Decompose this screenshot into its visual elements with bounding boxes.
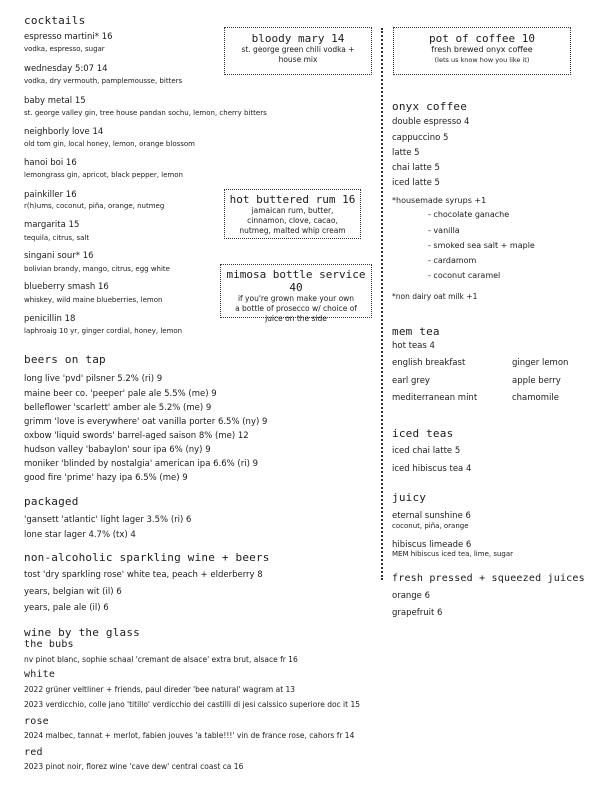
juice-desc: coconut, piña, orange — [392, 522, 469, 530]
tea-item: ginger lemon — [512, 358, 569, 368]
bloody-mary-title: bloody mary 14 — [251, 32, 345, 45]
cocktail-name: espresso martini* 16 — [24, 32, 113, 42]
cocktail-desc: laphroaig 10 yr, ginger cordial, honey, lemon — [24, 327, 183, 335]
juice-desc: MEM hibiscus iced tea, lime, sugar — [392, 550, 514, 558]
syrup-item: - coconut caramel — [428, 271, 501, 280]
coffee-item: latte 5 — [392, 148, 420, 158]
beer-item: moniker 'blinded by nostalgia' american ipa 6.6% (ri) 9 — [24, 459, 258, 469]
mem-tea-heading: mem tea — [392, 325, 440, 338]
cocktail-name: wednesday 5:07 14 — [24, 64, 108, 74]
hot-buttered-rum-line: cinnamon, clove, cacao, — [247, 216, 338, 225]
coffee-item: iced latte 5 — [392, 178, 440, 188]
juicy-heading: juicy — [392, 491, 427, 504]
cocktail-desc: vodka, dry vermouth, pamplemousse, bitters — [24, 77, 183, 85]
wine-item: 2023 verdicchio, colle jano 'titillo' verdicchio dei castilli di jesi calssico superiore doc it 15 — [24, 700, 361, 709]
mimosa-title: mimosa bottle service 40 — [226, 268, 366, 294]
iced-teas-heading: iced teas — [392, 427, 454, 440]
mimosa-line: if you're grown make your own — [237, 294, 355, 303]
pot-of-coffee-line: (lets us know how you like it) — [434, 56, 530, 64]
cocktail-name: singani sour* 16 — [24, 251, 94, 261]
mimosa-box — [220, 264, 372, 323]
fresh-pressed-heading: fresh pressed + squeezed juices — [392, 573, 585, 584]
wine-heading: wine by the glass — [24, 626, 140, 639]
beer-item: maine beer co. 'peeper' pale ale 5.5% (me) 9 — [24, 389, 217, 399]
tea-item: mediterranean mint — [392, 393, 478, 403]
cocktail-name: margarita 15 — [24, 220, 80, 230]
beers-heading: beers on tap — [24, 353, 106, 366]
column-divider — [381, 28, 383, 580]
wine-subheading-bubs: the bubs — [24, 639, 74, 650]
tea-item: earl grey — [392, 376, 430, 386]
coffee-item: chai latte 5 — [392, 163, 440, 173]
non-alcoholic-item: years, belgian wit (il) 6 — [24, 587, 122, 597]
cocktail-desc: r(h)ums, coconut, piña, orange, nutmeg — [24, 202, 165, 210]
packaged-item: lone star lager 4.7% (tx) 4 — [24, 530, 136, 540]
cocktail-desc: st. george valley gin, tree house pandan sochu, lemon, cherry bitters — [24, 109, 267, 117]
hot-buttered-rum-line: jamaican rum, butter, — [251, 206, 334, 215]
cocktail-name: blueberry smash 16 — [24, 282, 109, 292]
beer-item: good fire 'prime' hazy ipa 6.5% (me) 9 — [24, 473, 188, 483]
beer-item: oxbow 'liquid swords' barrel-aged saison 8% (me) 12 — [24, 431, 249, 441]
cocktail-name: penicillin 18 — [24, 314, 76, 324]
cocktail-name: hanoi boi 16 — [24, 158, 77, 168]
beer-item: grimm 'love is everywhere' oat vanilla porter 6.5% (ny) 9 — [24, 417, 268, 427]
cocktail-name: painkiller 16 — [24, 190, 77, 200]
wine-subheading-white: white — [24, 669, 56, 680]
cocktail-desc: tequila, citrus, salt — [24, 234, 90, 242]
hot-buttered-rum-line: nutmeg, malted whip cream — [239, 226, 346, 235]
wine-item: 2024 malbec, tannat + merlot, fabien jouves 'a table!!!' vin de france rose, cahors fr 14 — [24, 731, 355, 740]
syrup-item: - vanilla — [428, 226, 460, 235]
wine-subheading-red: red — [24, 747, 43, 758]
packaged-heading: packaged — [24, 495, 79, 508]
bloody-mary-box — [224, 27, 372, 75]
mimosa-line: juice on the side — [265, 314, 327, 323]
non-alcoholic-item: years, pale ale (il) 6 — [24, 603, 109, 613]
wine-subheading-rose: rose — [24, 716, 49, 727]
syrup-item: - chocolate ganache — [428, 210, 510, 219]
beer-item: belleflower 'scarlett' amber ale 5.2% (me) 9 — [24, 403, 212, 413]
packaged-item: 'gansett 'atlantic' light lager 3.5% (ri) 6 — [24, 515, 192, 525]
iced-tea-item: iced hibiscus tea 4 — [392, 464, 472, 474]
hot-buttered-rum-title: hot buttered rum 16 — [229, 193, 356, 206]
juice-name: hibiscus limeade 6 — [392, 540, 472, 550]
coffee-item: cappuccino 5 — [392, 133, 449, 143]
tea-item: chamomile — [512, 393, 559, 403]
cocktail-desc: bolivian brandy, mango, citrus, egg white — [24, 265, 170, 273]
syrups-heading: *housemade syrups +1 — [392, 196, 487, 205]
cocktails-heading: cocktails — [24, 14, 86, 27]
syrup-item: - cardamom — [428, 256, 477, 265]
non-alcoholic-item: tost 'dry sparkling rose' white tea, peach + elderberry 8 — [24, 570, 263, 580]
juice-name: eternal sunshine 6 — [392, 511, 471, 521]
syrup-item: - smoked sea salt + maple — [428, 241, 535, 250]
bloody-mary-line: house mix — [278, 55, 318, 64]
pot-of-coffee-box — [393, 27, 571, 75]
wine-item: 2022 grüner veltliner + friends, paul direder 'bee natural' wagram at 13 — [24, 685, 296, 694]
cocktail-desc: whiskey, wild maine blueberries, lemon — [24, 296, 163, 304]
mimosa-line: a bottle of prosecco w/ choice of — [235, 304, 357, 313]
hot-buttered-rum-box — [224, 189, 361, 239]
onyx-coffee-heading: onyx coffee — [392, 100, 468, 113]
cocktail-name: baby metal 15 — [24, 96, 86, 106]
pot-of-coffee-line: fresh brewed onyx coffee — [431, 45, 533, 54]
hot-teas-price: hot teas 4 — [392, 341, 435, 351]
iced-tea-item: iced chai latte 5 — [392, 446, 461, 456]
pot-of-coffee-title: pot of coffee 10 — [429, 32, 535, 45]
beer-item: hudson valley 'babaylon' sour ipa 6% (ny) 9 — [24, 445, 211, 455]
oat-milk-note: *non dairy oat milk +1 — [392, 292, 478, 301]
cocktail-desc: vodka, espresso, sugar — [24, 45, 105, 53]
bloody-mary-line: st. george green chili vodka + — [241, 45, 355, 54]
coffee-item: double espresso 4 — [392, 117, 470, 127]
wine-item: 2023 pinot noir, florez wine 'cave dew' central coast ca 16 — [24, 762, 244, 771]
cocktail-desc: old tom gin, local honey, lemon, orange blossom — [24, 140, 196, 148]
fresh-juice-item: grapefruit 6 — [392, 608, 443, 618]
cocktail-name: neighborly love 14 — [24, 127, 104, 137]
cocktail-desc: lemongrass gin, apricot, black pepper, lemon — [24, 171, 183, 179]
non-alcoholic-heading: non-alcoholic sparkling wine + beers — [24, 551, 270, 564]
tea-item: english breakfast — [392, 358, 466, 368]
beer-item: long live 'pvd' pilsner 5.2% (ri) 9 — [24, 374, 163, 384]
wine-item: nv pinot blanc, sophie schaal 'cremant de alsace' extra brut, alsace fr 16 — [24, 655, 298, 664]
fresh-juice-item: orange 6 — [392, 591, 431, 601]
tea-item: apple berry — [512, 376, 561, 386]
